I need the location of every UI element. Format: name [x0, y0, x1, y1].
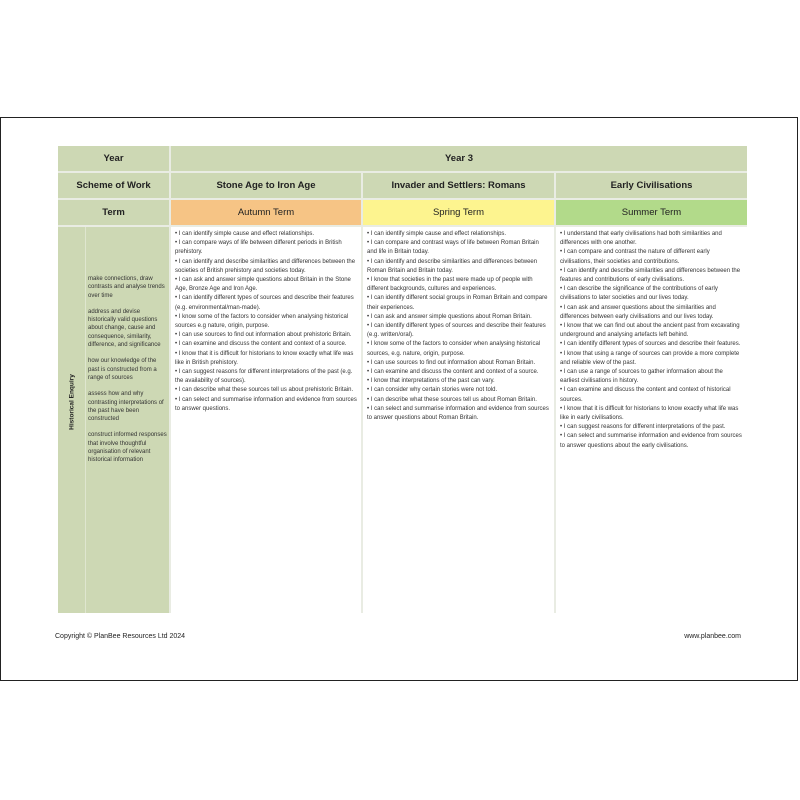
- bullet-item: • I can consider why certain stories were not told.: [367, 387, 498, 394]
- year-value-cell: [171, 146, 747, 171]
- year-label-cell: [58, 146, 169, 171]
- content-cell-summer: [556, 227, 747, 613]
- term-cell-autumn: [171, 200, 361, 225]
- bullet-item: • I know some of the factors to consider when analysing historical sources e.g nature, origin, purpose.: [175, 313, 349, 330]
- term-name: Autumn Term: [237, 207, 295, 218]
- bullet-item: • I can identify simple cause and effect relationships.: [175, 231, 315, 237]
- term-cell-summer: [556, 200, 747, 225]
- scheme-label-cell: [58, 173, 169, 198]
- bullet-item: • I can compare ways of life between different periods in British prehistory.: [175, 240, 342, 256]
- scheme-label: Scheme of Work: [76, 180, 151, 191]
- term-cell-spring: [363, 200, 554, 225]
- bullet-item: • I can identify and describe similarities and differences between the societies of British prehistory and societies today.: [175, 258, 356, 274]
- year-label: Year: [103, 153, 124, 164]
- content-cell-spring: [363, 227, 554, 613]
- bullet-item: • I know that it is difficult for historians to know exactly what life was like in British prehistory.: [175, 350, 354, 366]
- objective: how our knowledge of the past is constructed from a range of sources: [88, 358, 157, 381]
- bullet-item: • I can describe what these sources tell us about prehistoric Britain.: [175, 387, 354, 394]
- year-value: Year 3: [445, 153, 473, 164]
- bullet-item: • I can select and summarise information and evidence from sources to answer questions about Roman Britain.: [367, 405, 549, 422]
- bullet-item: • I can use sources to find out information about prehistoric Britain.: [175, 332, 352, 339]
- bullet-item: • I can compare and contrast ways of life between Roman Britain and life in Britain today.: [367, 240, 539, 256]
- term-name: Summer Term: [621, 207, 682, 218]
- bullet-item: • I can identify and describe similarities and differences between the features and contributions of early civilisations.: [560, 267, 741, 284]
- strand-label-bar: [58, 227, 86, 613]
- bullet-item: • I can identify and describe similarities and differences between Roman Britain and Britain today.: [367, 258, 538, 274]
- objective: assess how and why contrasting interpretations of the past have been constructed: [88, 391, 164, 423]
- scheme-cell-1: [171, 173, 361, 198]
- copyright-text: Copyright © PlanBee Resources Ltd 2024: [55, 633, 186, 640]
- bullet-item: • I can examine and discuss the content and context of a source.: [367, 369, 539, 376]
- bullet-item: • I know that it is difficult for historians to know exactly what life was like in early civilisations.: [560, 405, 739, 422]
- bullet-item: • I can describe what these sources tell us about Roman Britain.: [367, 396, 537, 403]
- term-name: Spring Term: [432, 207, 485, 218]
- website-link[interactable]: www.planbee.com: [684, 633, 741, 640]
- bullet-item: • I can use a range of sources to gather information about the earliest civilisations in history.: [560, 369, 723, 385]
- objective: address and devise historically valid questions about change, cause and consequence, similarity, difference, and significance: [88, 308, 161, 349]
- bullet-item: • I know some of the factors to consider when analysing historical sources, e.g. nature, origin, purpose.: [367, 341, 541, 357]
- scheme-title: Early Civilisations: [610, 180, 693, 191]
- bullet-item: • I can suggest reasons for different interpretations of the past (e.g. the availability of sources).: [175, 369, 353, 385]
- bullet-item: • I know that interpretations of the past can vary.: [367, 378, 495, 385]
- bullet-item: • I can describe the significance of the contributions of early civilisations to later societies and our lives today.: [560, 286, 718, 302]
- bullet-item: • I know that using a range of sources can provide a more complete and reliable view of the past.: [560, 350, 740, 366]
- bullet-item: • I can select and summarise information and evidence from sources to answer questions.: [175, 396, 357, 412]
- bullet-item: • I can compare and contrast the nature of different early civilisations, their societies and contributions.: [560, 249, 710, 265]
- bullet-item: • I can identify different types of sources and describe their features.: [560, 341, 741, 348]
- bullet-item: • I can ask and answer simple questions about Roman Britain.: [367, 313, 532, 320]
- scheme-title: Stone Age to Iron Age: [216, 180, 316, 191]
- bullet-item: • I can ask and answer simple questions about Britain in the Stone Age, Bronze Age and Iron Age.: [175, 277, 351, 293]
- term-label-cell: [58, 200, 169, 225]
- bullet-item: • I understand that early civilisations had both similarities and differences with one another.: [560, 231, 722, 247]
- scheme-cell-2: [363, 173, 554, 198]
- content-cell-autumn: [171, 227, 361, 613]
- bullet-item: • I can identify different social groups in Roman Britain and compare their experiences.: [367, 295, 548, 311]
- bullet-item: • I can examine and discuss the content and context of historical sources.: [560, 387, 731, 403]
- bullet-item: • I can identify different types of sources and describe their features (e.g. environmental/man-made).: [175, 295, 354, 311]
- term-label: Term: [102, 207, 125, 218]
- objective: make connections, draw contrasts and analyse trends over time: [88, 276, 165, 299]
- scheme-title: Invader and Settlers: Romans: [391, 180, 526, 191]
- bullet-item: • I can identify different types of sources and describe their features (e.g. written/oral).: [367, 323, 546, 339]
- bullet-item: • I know that societies in the past were made up of people with different backgrounds, cultures and experiences.: [367, 277, 533, 293]
- bullet-item: • I can select and summarise information and evidence from sources to answer questions about the early civilisations.: [560, 433, 742, 449]
- strand-label: Historical Enquiry: [68, 374, 76, 430]
- scheme-cell-3: [556, 173, 747, 198]
- scheme-of-work-table: [58, 146, 747, 613]
- document-page: [0, 117, 798, 681]
- bullet-item: • I can ask and answer questions about the similarities and differences between early civilisations and our lives today.: [560, 304, 716, 320]
- strand-cell: [58, 227, 169, 613]
- objective: construct informed responses that involve thoughtful organisation of relevant historical information: [88, 432, 167, 464]
- bullet-item: • I know that we can find out about the ancient past from excavating underground and analysing artefacts left behind.: [560, 323, 740, 339]
- bullet-item: • I can identify simple cause and effect relationships.: [367, 231, 507, 237]
- bullet-item: • I can suggest reasons for different interpretations of the past.: [560, 424, 726, 431]
- bullet-item: • I can use sources to find out information about Roman Britain.: [367, 359, 536, 366]
- bullet-item: • I can examine and discuss the content and context of a source.: [175, 341, 347, 348]
- strand-objectives: [88, 275, 168, 473]
